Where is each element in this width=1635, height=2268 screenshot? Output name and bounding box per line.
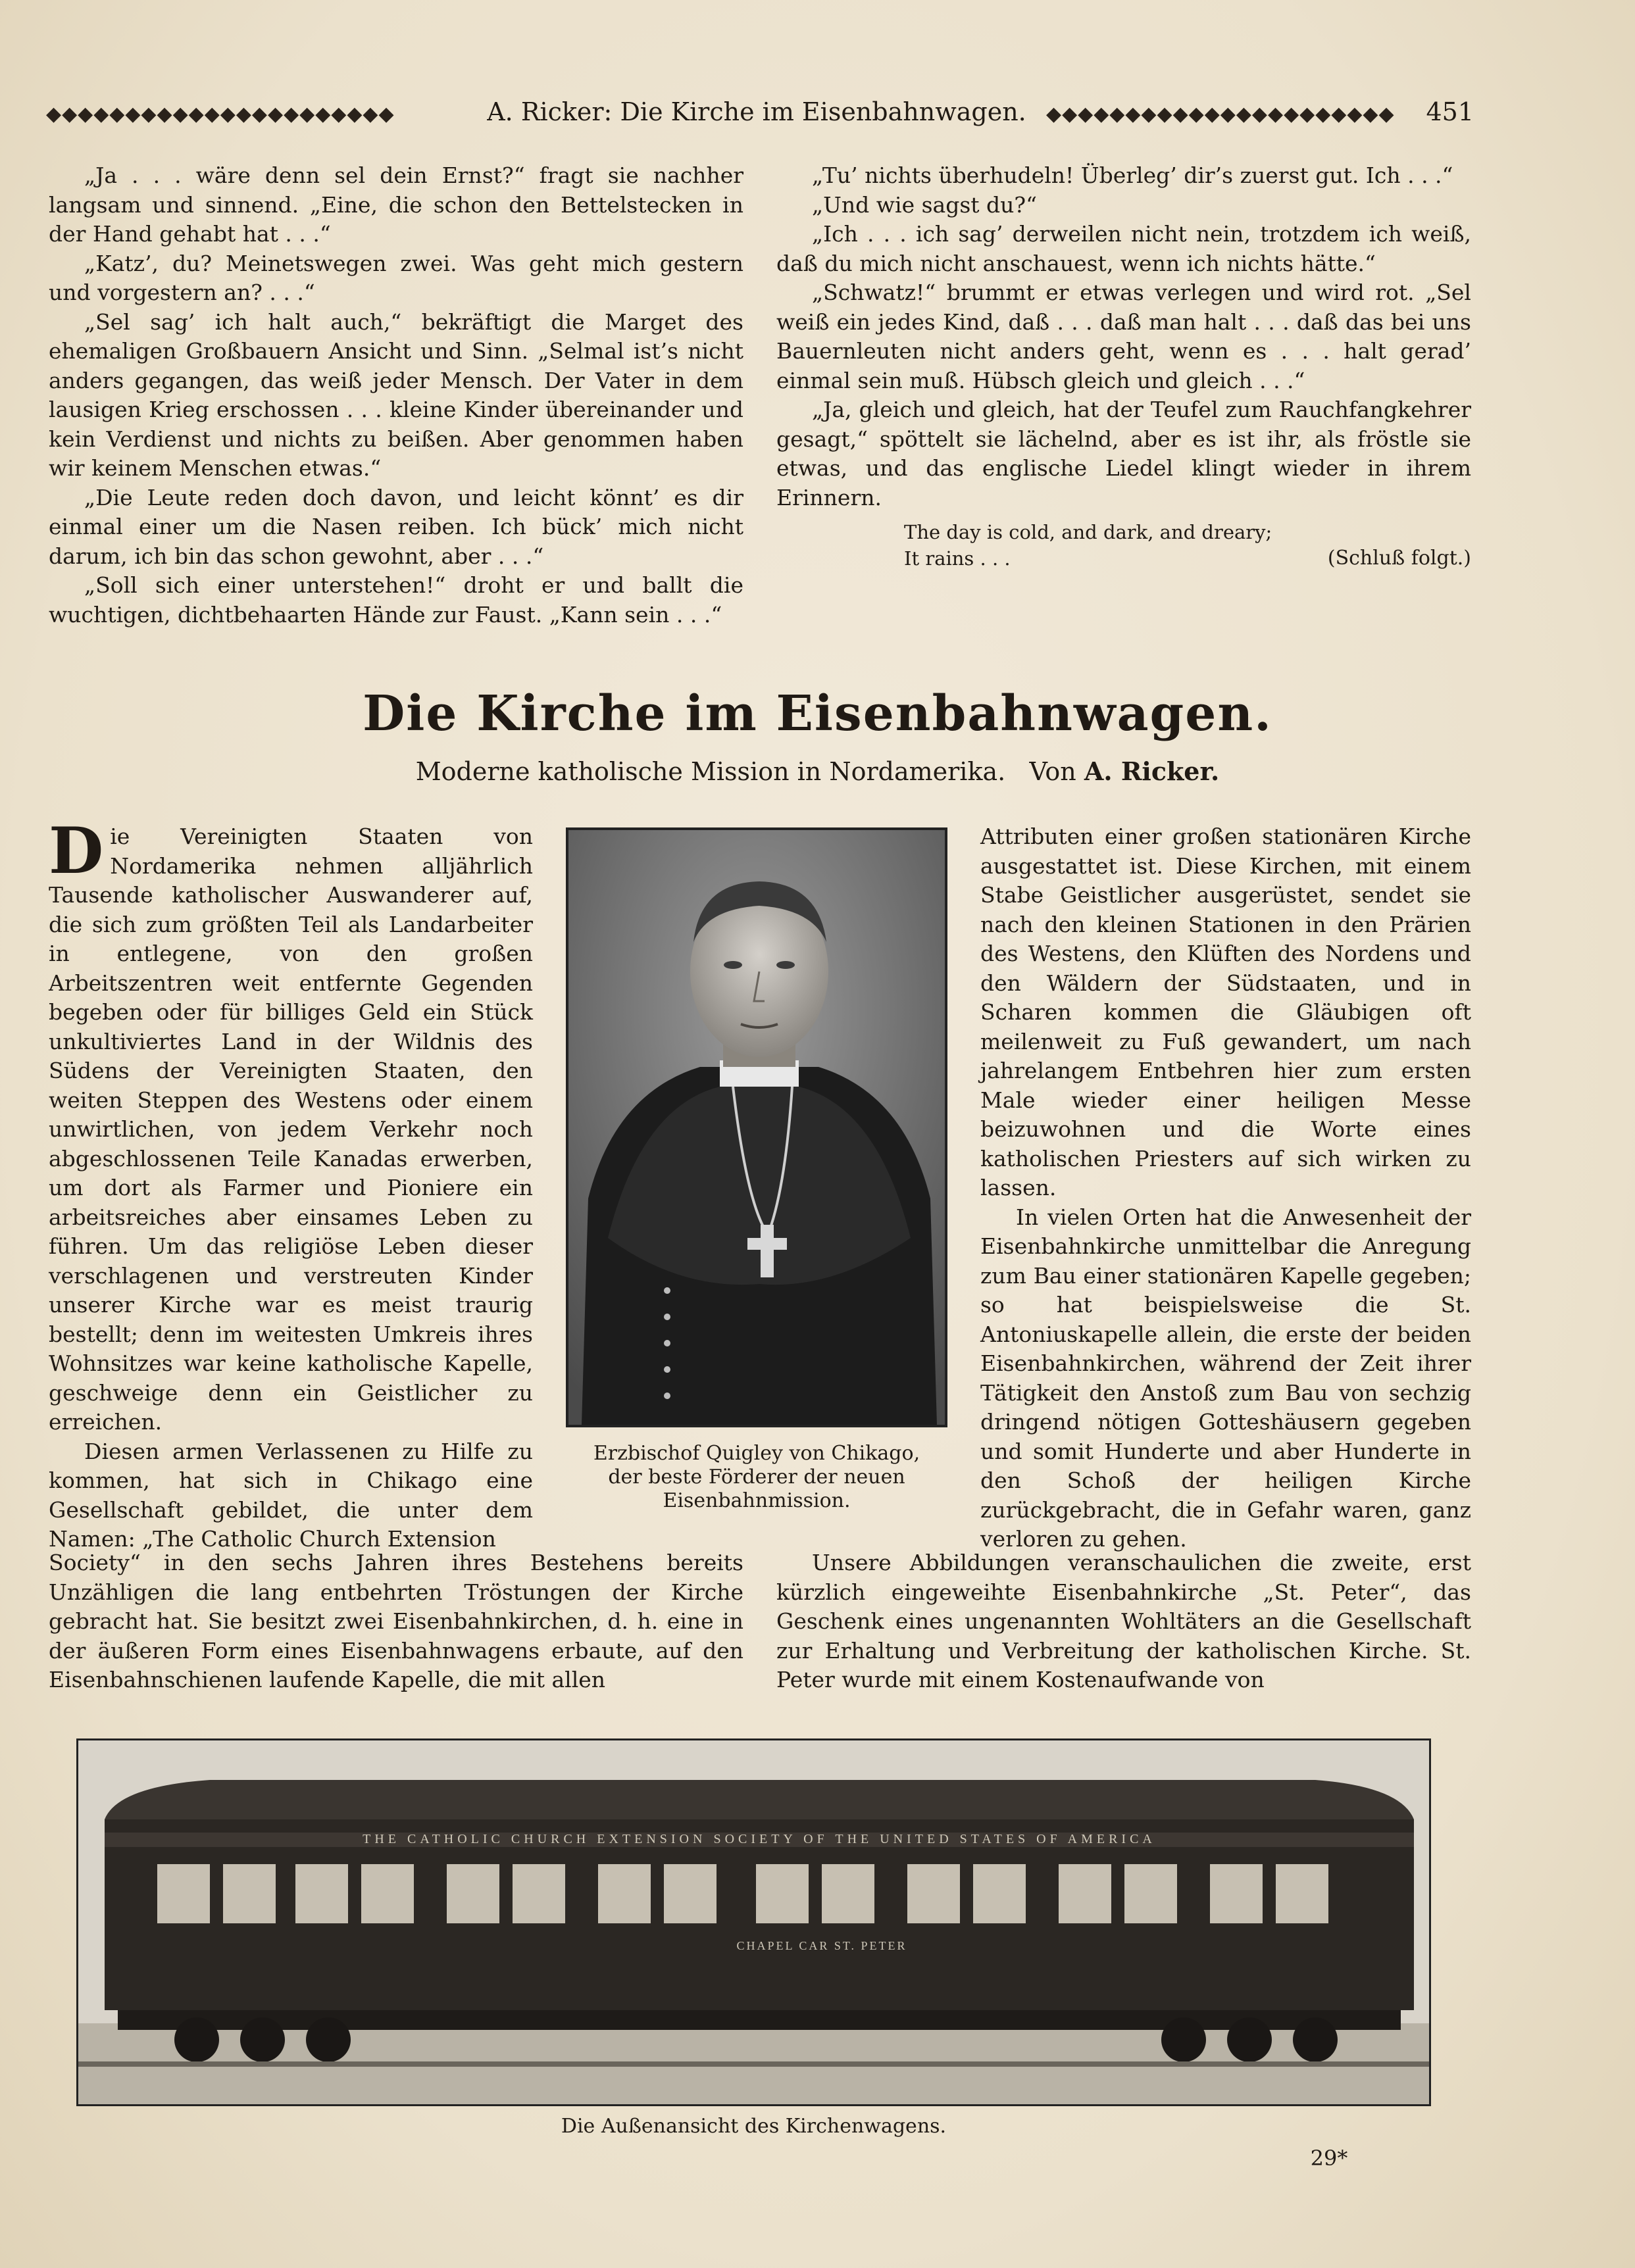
car-lettering: THE CATHOLIC CHURCH EXTENSION SOCIETY OF THE UNITED STATES OF AMERICA bbox=[363, 1832, 1156, 1846]
chapel-lettering: CHAPEL CAR ST. PETER bbox=[736, 1939, 907, 1952]
article-paragraph: Attributen einer großen stationären Kirche ausgestattet ist. Diese Kirchen, mit einem Stabe Geistlicher ausgerüstet, sendet sie nach den kleinen Stationen in den Prärien des Westens, den Klüften des Nordens und den Wäldern der Südstaaten, und in Scharen kommen die Gläubigen oft meilenweit zu Fuß gewandert, um nach jahrelangem Entbehren hier zum ersten Male wieder einer heiligen Messe beizuwohnen und die Worte eines katholischen Priesters auf sich wirken zu lassen. bbox=[980, 824, 1471, 1200]
story-paragraph: „Ja . . . wäre denn sel dein Ernst?“ fragt sie nachher langsam und sinnend. „Eine, die schon den Bettelstecken in der Hand gehabt hat . . .“ bbox=[49, 162, 743, 247]
english-poem bbox=[904, 519, 1471, 572]
article-right-column bbox=[980, 822, 1471, 1554]
running-title: A. Ricker: Die Kirche im Eisenbahnwagen. bbox=[487, 97, 1026, 126]
author-name: A. Ricker. bbox=[1084, 756, 1220, 786]
article-title: Die Kirche im Eisenbahnwagen. bbox=[363, 685, 1272, 742]
story-paragraph: „Tu’ nichts überhudeln! Überleg’ dir’s zuerst gut. Ich . . .“ bbox=[812, 162, 1453, 188]
article-lower-left bbox=[49, 1548, 743, 1695]
story-paragraph: „Ja, gleich und gleich, hat der Teufel zum Rauchfangkehrer gesagt,“ spöttelt sie lächelnd, aber es ist ihr, als fröstle sie etwas, und das englische Liedel klingt wieder in ihrem Erinnern. bbox=[776, 397, 1471, 510]
story-paragraph: „Schwatz!“ brummt er etwas verlegen und wird rot. „Sel weiß ein jedes Kind, daß . . . daß man halt . . . daß das bei uns Bauernleuten nicht anders geht, wenn es . . . halt gerad’ einmal sein muß. Hübsch gleich und gleich . . .“ bbox=[776, 280, 1471, 393]
story-paragraph: „Soll sich einer unterstehen!“ droht er und ballt die wuchtigen, dichtbehaarten Hände zur Faust. „Kann sein . . .“ bbox=[49, 572, 743, 628]
archbishop-portrait bbox=[566, 827, 947, 1427]
chapel-car-photo bbox=[76, 1738, 1431, 2106]
story-paragraph: „Und wie sagst du?“ bbox=[812, 191, 1037, 218]
page-number: 451 bbox=[1426, 97, 1474, 126]
header-ornament-left: ◆◆◆◆◆◆◆◆◆◆◆◆◆◆◆◆◆◆◆◆◆◆ bbox=[46, 103, 395, 126]
byline-prefix: Von bbox=[1029, 757, 1076, 786]
train-caption: Die Außenansicht des Kirchenwagens. bbox=[561, 2115, 947, 2138]
poem-line: It rains . . . bbox=[904, 547, 1011, 570]
chapel-car-illustration bbox=[78, 1740, 1429, 2104]
story-left-column bbox=[49, 161, 743, 629]
article-subtitle bbox=[0, 755, 1635, 788]
portrait-photo bbox=[568, 830, 945, 1425]
portrait-caption: Erzbischof Quigley von Chikago, der beste Förderer der neuen Eisenbahnmission. bbox=[593, 1442, 920, 1512]
story-paragraph: „Ich . . . ich sag’ derweilen nicht nein, trotzdem ich weiß, daß du mich nicht anschauest, wenn ich nichts hätte.“ bbox=[776, 221, 1471, 276]
story-paragraph: „Katz’, du? Meinetswegen zwei. Was geht mich gestern und vorgestern an? . . .“ bbox=[49, 250, 743, 305]
story-right-column bbox=[776, 161, 1471, 572]
header-ornament-right: ◆◆◆◆◆◆◆◆◆◆◆◆◆◆◆◆◆◆◆◆◆◆ bbox=[1046, 103, 1395, 126]
poem-line: The day is cold, and dark, and dreary; bbox=[904, 521, 1272, 543]
article-paragraph: Diesen armen Verlassenen zu Hilfe zu kommen, hat sich in Chikago eine Gesellschaft gebildet, die unter dem Namen: „The Catholic Church Extension bbox=[49, 1438, 533, 1552]
article-paragraph: Die Vereinigten Staaten von Nordamerika nehmen alljährlich Tausende katholischer Auswanderer auf, die sich zum größten Teil als Landarbeiter in entlegene, von den großen Arbeitszentren weit entfernte Gegenden begeben oder für billiges Geld ein Stück unkultiviertes Land in der Wildnis des Südens der Vereinigten Staaten, den weiten Steppen des Westens oder einem unwirtlichen, von jedem Verkehr noch abgeschlossenen Teile Kanadas erwerben, um dort als Farmer und Pioniere ein arbeitsreiches aber einsames Leben zu führen. Um das religiöse Leben dieser verschlagenen und verstreuten Kinder unserer Kirche war es meist traurig bestellt; denn im weitesten Umkreis ihres Wohnsitzes war keine katholische Kapelle, geschweige denn ein Geistlicher zu erreichen. bbox=[49, 814, 533, 1435]
story-paragraph: „Sel sag’ ich halt auch,“ bekräftigt die Marget des ehemaligen Großbauern Ansicht und Sinn. „Selmal ist’s nicht anders gegangen, das weiß jeder Mensch. Der Vater in dem lausigen Krieg erschossen . . . kleine Kinder übereinander und kein Verdienst und nichts zu beißen. Aber genommen haben wir keinem Menschen etwas.“ bbox=[49, 308, 743, 481]
drop-cap: D bbox=[49, 814, 104, 888]
article-paragraph: Society“ in den sechs Jahren ihres Bestehens bereits Unzähligen die lang entbehrten Tröstungen der Kirche gebracht hat. Sie besitzt zwei Eisenbahnkirchen, d. h. eine in der äußeren Form eines Eisenbahnwagens erbaute, auf den Eisenbahnschienen laufende Kapelle, die mit allen bbox=[49, 1550, 743, 1692]
article-lower-right bbox=[776, 1548, 1471, 1695]
printer-signature: 29* bbox=[1310, 2146, 1348, 2171]
article-paragraph: Unsere Abbildungen veranschaulichen die zweite, erst kürzlich eingeweihte Eisenbahnkirche „St. Peter“, das Geschenk eines ungenannten Wohltäters an die Gesellschaft zur Erhaltung und Verbreitung der katholischen Kirche. St. Peter wurde mit einem Kostenaufwande von bbox=[776, 1550, 1471, 1692]
subtitle-text: Moderne katholische Mission in Nordamerika. bbox=[415, 757, 1006, 786]
article-left-column bbox=[49, 814, 533, 1554]
story-paragraph: „Die Leute reden doch davon, und leicht könnt’ es dir einmal einer um die Nasen reiben. Ich bück’ mich nicht darum, ich bin das schon gewohnt, aber . . .“ bbox=[49, 484, 743, 569]
article-paragraph: In vielen Orten hat die Anwesenheit der Eisenbahnkirche unmittelbar die Anregung zum Bau einer stationären Kapelle gegeben; so hat beispielsweise die St. Antoniuskapelle allein, die erste der beiden Eisenbahnkirchen, während der Zeit ihrer Tätigkeit den Anstoß zum Bau von sechzig dringend nötigen Gotteshäusern gegeben und somit Hunderte und aber Hunderte in den Schoß der heiligen Kirche zurückgebracht, die in Gefahr waren, ganz verloren zu gehen. bbox=[980, 1204, 1471, 1552]
continuation-note: (Schluß folgt.) bbox=[1327, 547, 1471, 570]
